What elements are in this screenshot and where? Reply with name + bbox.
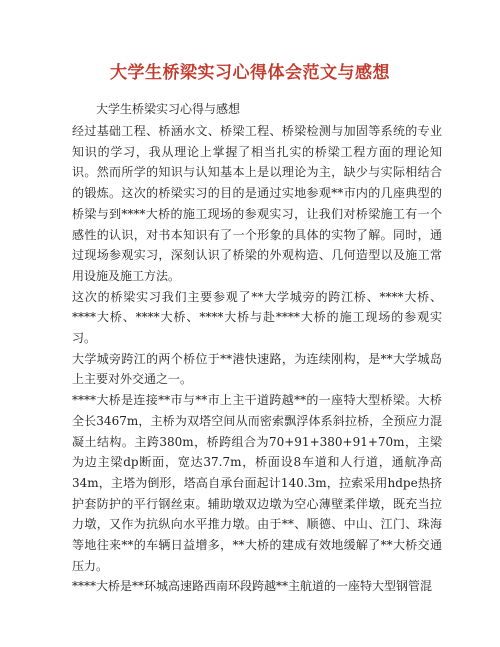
document-body bbox=[72, 121, 442, 597]
body-paragraph: ****大桥是连接**市与**市上主干道跨越**的一座特大型桥梁。大桥全长3467m，主桥为双塔空间从而密索飘浮体系斜拉桥，全预应力混凝土结构。主跨380m，桥跨组合为70+91+380+91+70m，主梁为边主梁dp断面，宽达37.7m，桥面设8车道和人行道，通航净高34m，主塔为倒形，塔高自承台面起计140.3m，拉索采用hdpe热挤护套防护的平行钢丝束。辅助墩双边墩为空心薄壁柔伴墩，既充当拉力墩，又作为抗纵向水平推力墩。由于**、顺德、中山、江门、珠海等地往来**的车辆日益增多，**大桥的建成有效地缓解了**大桥交通压力。 bbox=[72, 393, 442, 573]
document-subtitle: 大学生桥梁实习心得与感想 bbox=[96, 102, 241, 116]
body-paragraph: 经过基础工程、桥涵水文、桥梁工程、桥梁检测与加固等系统的专业知识的学习，我从理论上掌握了相当扎实的桥梁工程方面的理论知识。然而所学的知识与认知基本上是以理论为主，缺少与实际相结合的锻炼。这次的桥梁实习的目的是通过实地参观**市内的几座典型的桥梁与到****大桥的施工现场的参观实习，让我们对桥梁施工有一个感性的认识，对书本知识有了一个形象的具体的实物了解。同时，通过现场参观实习，深刻认识了桥梁的外观构造、几何造型以及施工常用设施及施工方法。 bbox=[72, 124, 442, 283]
document-title: 大学生桥梁实习心得体会范文与感想 bbox=[110, 63, 390, 83]
body-paragraph: ****大桥是**环城高速路西南环段跨越**主航道的一座特大型钢管混 bbox=[72, 579, 433, 594]
body-paragraph: 这次的桥梁实习我们主要参观了**大学城旁的跨江桥、****大桥、****大桥、****大桥、****大桥与赴****大桥的施工现场的参观实习。 bbox=[72, 289, 442, 346]
body-paragraph: 大学城旁跨江的两个桥位于**港快速路，为连续刚构，是**大学城岛上主要对外交通之一。 bbox=[72, 351, 442, 387]
